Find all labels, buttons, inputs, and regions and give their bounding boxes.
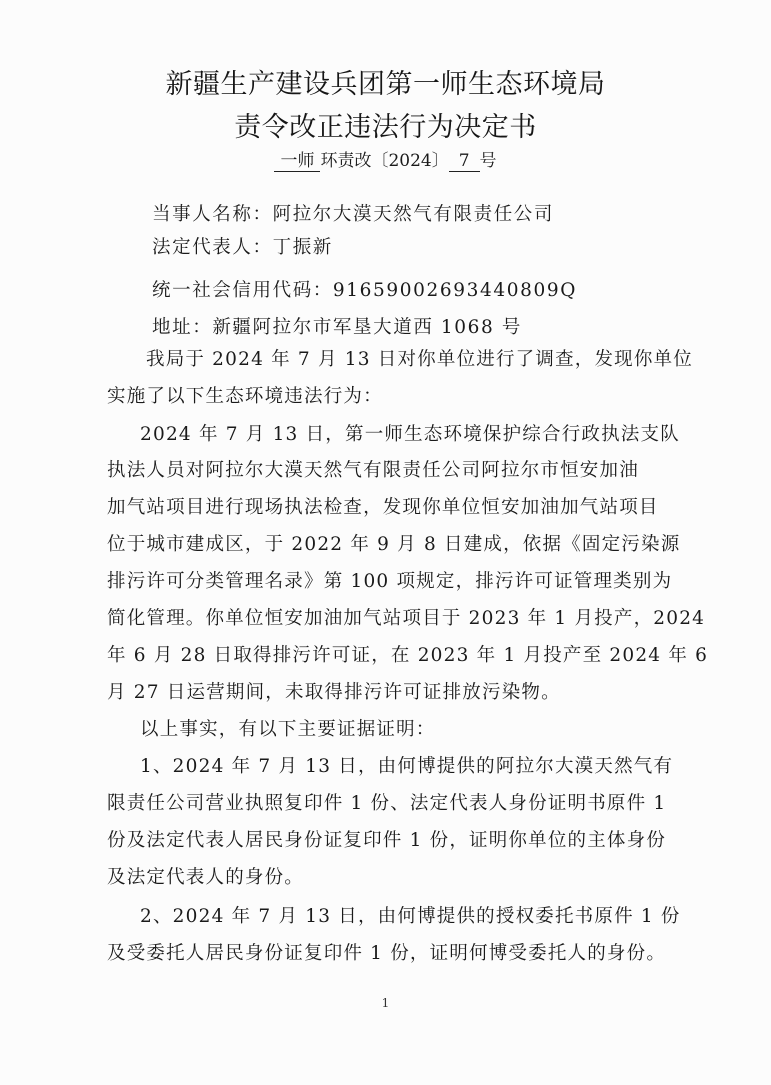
- address-label: 地址：: [152, 317, 213, 338]
- credit-code-label: 统一社会信用代码：: [152, 280, 333, 301]
- legal-rep-row: [152, 233, 333, 259]
- doc-number-suffix: 号: [479, 151, 497, 171]
- body-line-7: 排污许可分类管理名录》第 100 项规定，排污许可证管理类别为: [107, 571, 673, 592]
- legal-rep-value: 丁振新: [272, 237, 333, 258]
- document-number: [0, 146, 771, 172]
- body-line-10: 月 27 日运营期间，未取得排污许可证排放污染物。: [107, 682, 561, 703]
- body-line-4: 执法人员对阿拉尔大漠天然气有限责任公司阿拉尔市恒安加油: [107, 460, 639, 481]
- body-line-11: 以上事实，有以下主要证据证明：: [140, 719, 436, 740]
- body-line-9: 年 6 月 28 日取得排污许可证，在 2023 年 1 月投产至 2024 年 6: [107, 645, 709, 666]
- body-line-16: 2、2024 年 7 月 13 日，由何博提供的授权委托书原件 1 份: [140, 906, 681, 927]
- body-line-15: 及法定代表人的身份。: [107, 867, 305, 888]
- body-line-8: 简化管理。你单位恒安加油加气站项目于 2023 年 1 月投产，2024: [107, 608, 706, 629]
- body-line-12: 1、2024 年 7 月 13 日，由何博提供的阿拉尔大漠天然气有: [140, 756, 674, 777]
- document-type-title: 责令改正违法行为决定书: [234, 112, 537, 143]
- doc-number-value: 7: [449, 151, 480, 172]
- body-line-2: 实施了以下生态环境违法行为：: [107, 386, 383, 407]
- address-value: 新疆阿拉尔市军垦大道西 1068 号: [212, 317, 522, 338]
- doc-number-prefix: 一师: [274, 151, 320, 172]
- doc-number-middle: 环责改〔2024〕: [320, 151, 449, 171]
- body-line-14: 份及法定代表人居民身份证复印件 1 份，证明你单位的主体身份: [107, 830, 667, 851]
- legal-rep-label: 法定代表人：: [152, 237, 273, 258]
- body-line-1: 我局于 2024 年 7 月 13 日对你单位进行了调查，发现你单位: [146, 349, 693, 370]
- body-line-3: 2024 年 7 月 13 日，第一师生态环境保护综合行政执法支队: [140, 424, 680, 445]
- body-line-13: 限责任公司营业执照复印件 1 份、法定代表人身份证明书原件 1: [107, 793, 667, 814]
- party-name-label: 当事人名称：: [152, 204, 273, 225]
- issuing-authority-title: 新疆生产建设兵团第一师生态环境局: [165, 69, 606, 100]
- party-name-row: [152, 200, 554, 226]
- body-line-6: 位于城市建成区，于 2022 年 9 月 8 日建成，依据《固定污染源: [107, 534, 681, 555]
- body-line-17: 及受委托人居民身份证复印件 1 份，证明何博受委托人的身份。: [107, 943, 667, 964]
- party-name-value: 阿拉尔大漠天然气有限责任公司: [272, 204, 555, 225]
- body-line-5: 加气站项目进行现场执法检查，发现你单位恒安加油加气站项目: [107, 497, 659, 518]
- address-row: [152, 313, 522, 339]
- page-number: 1: [381, 996, 390, 1010]
- credit-code-row: [152, 276, 577, 302]
- credit-code-value: 91659002693440809Q: [332, 280, 577, 301]
